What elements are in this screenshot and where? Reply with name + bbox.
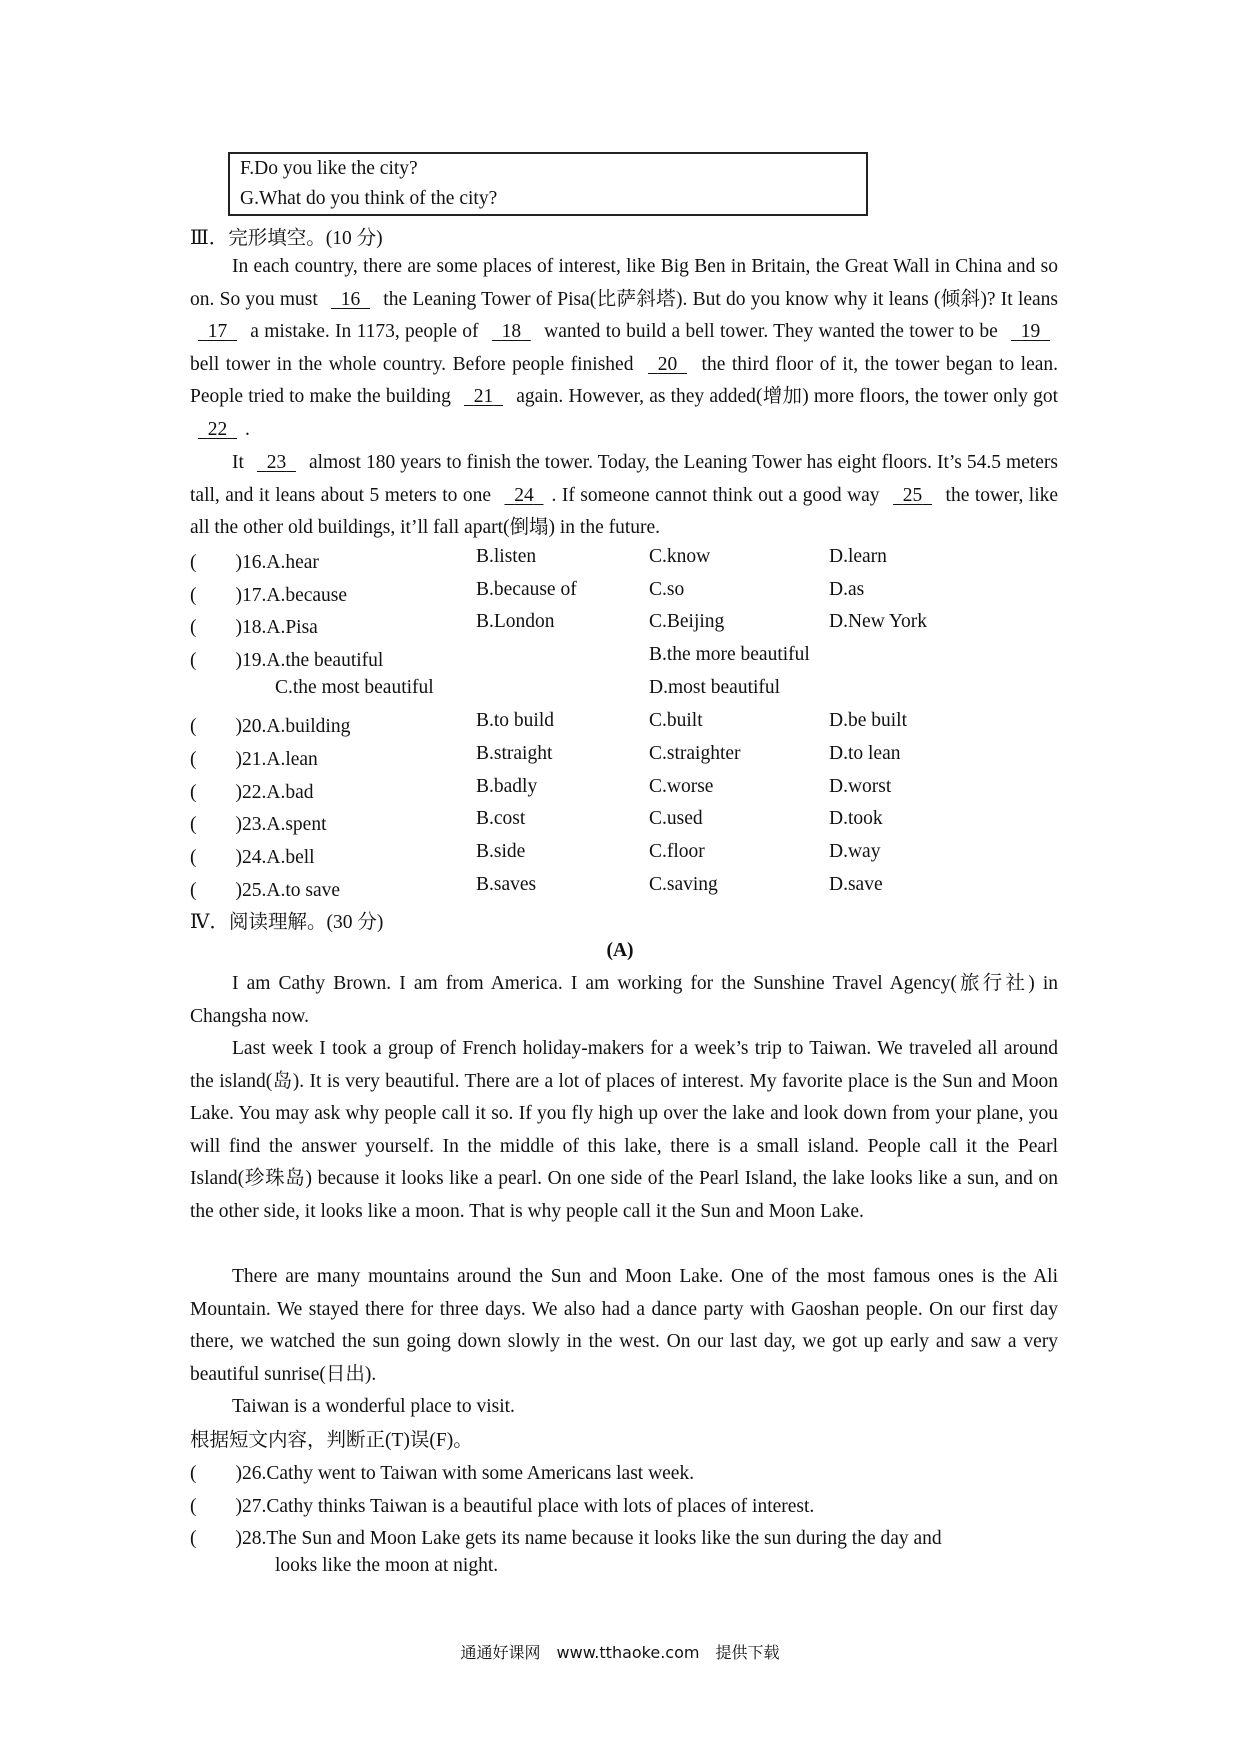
box-line-f: F.Do you like the city? xyxy=(240,158,418,179)
option-c: C.used xyxy=(649,808,703,829)
cloze-text: bell tower in the whole country. Before people finished xyxy=(190,353,634,375)
option-a: ( )22.A.bad xyxy=(190,782,314,803)
option-a: ( )23.A.spent xyxy=(190,814,327,835)
option-a: ( )20.A.building xyxy=(190,716,351,737)
option-b: B.badly xyxy=(476,776,538,797)
section-4-heading: Ⅳ．阅读理解。(30 分) xyxy=(190,912,384,933)
cloze-text: . xyxy=(245,418,250,440)
option-a: ( )19.A.the beautiful xyxy=(190,650,384,671)
option-d: D.be built xyxy=(829,710,907,731)
option-d: D.took xyxy=(829,808,883,829)
options-box xyxy=(228,152,868,216)
option-c: C.saving xyxy=(649,874,718,895)
option-c: C.Beijing xyxy=(649,611,725,632)
blank-24: 24 xyxy=(514,484,534,506)
passage-label: (A) xyxy=(606,940,634,961)
option-c: C.straighter xyxy=(649,743,741,764)
cloze-text: a mistake. In 1173, people of xyxy=(250,321,479,343)
option-c: C.the most beautiful xyxy=(275,677,434,698)
cloze-text: almost 180 years to finish the tower. Today, the Leaning Tower has eight floors. It’s 54.5 meters tall, and it leans about 5 meters to one xyxy=(190,452,1059,506)
reading-paragraph-3 xyxy=(190,1261,1058,1391)
cloze-text: . If someone cannot think out a good way xyxy=(551,484,880,506)
blank-18: 18 xyxy=(501,321,522,343)
reading-paragraph-2 xyxy=(190,1033,1058,1229)
cloze-text: In each country, there are some places of interest, like Big Ben in Britain, the Great Wall in China and so on. So you must xyxy=(190,256,1058,310)
option-c: C.worse xyxy=(649,776,714,797)
option-b: B.to build xyxy=(476,710,555,731)
blank-16: 16 xyxy=(340,288,361,310)
cloze-text: It xyxy=(232,452,244,473)
question-27: ( )27.Cathy thinks Taiwan is a beautiful place with lots of places of interest. xyxy=(190,1496,815,1517)
option-a: ( )21.A.lean xyxy=(190,749,318,770)
blank-23: 23 xyxy=(266,452,287,473)
option-b: B.cost xyxy=(476,808,526,829)
option-a: ( )24.A.bell xyxy=(190,847,315,868)
option-b: B.the more beautiful xyxy=(649,644,810,665)
blank-17: 17 xyxy=(207,321,228,343)
option-a: ( )16.A.hear xyxy=(190,552,319,573)
cloze-text: the Leaning Tower of Pisa(比萨斜塔). But do you know why it leans (倾斜)? It leans xyxy=(383,288,1059,310)
blank-19: 19 xyxy=(1020,321,1041,343)
cloze-paragraph-2 xyxy=(190,447,1058,545)
section-3-heading: Ⅲ．完形填空。(10 分) xyxy=(190,228,383,249)
blank-22: 22 xyxy=(207,418,228,440)
option-a: ( )25.A.to save xyxy=(190,880,341,901)
option-d: D.as xyxy=(829,579,865,600)
option-d: D.worst xyxy=(829,776,892,797)
option-b: B.saves xyxy=(476,874,537,895)
paragraph-text: Last week I took a group of French holiday-makers for a week’s trip to Taiwan. We traveled all around the island(岛). It is very beautiful. There are a lot of places of interest. My favorite place is the Sun and Moon Lake. You may ask why people call it so. If you fly high up over the lake and look down from your plane, you will find the answer yourself. In the middle of this lake, there is a small island. People call it the Pearl Island(珍珠岛) because it looks like a pearl. On one side of the Pearl Island, the lake looks like a sun, and on the other side, it looks like a moon. That is why people call it the Sun and Moon Lake. xyxy=(190,1038,1058,1222)
option-d: D.save xyxy=(829,874,883,895)
blank-25: 25 xyxy=(902,484,923,506)
cloze-text: again. However, as they added(增加) more floors, the tower only got xyxy=(516,386,1059,408)
option-b: B.because of xyxy=(476,579,577,600)
option-c: C.floor xyxy=(649,841,705,862)
reading-paragraph-4 xyxy=(190,1391,1058,1424)
option-d: D.to lean xyxy=(829,743,901,764)
option-b: B.listen xyxy=(476,546,537,567)
option-a: ( )18.A.Pisa xyxy=(190,617,318,638)
cloze-text: the tower, like all the other old buildings, it’ll fall apart(倒塌) in the future. xyxy=(190,484,1059,539)
question-28: ( )28.The Sun and Moon Lake gets its name because it looks like the sun during the day and xyxy=(190,1528,942,1549)
option-b: B.straight xyxy=(476,743,553,764)
option-d: D.way xyxy=(829,841,881,862)
question-26: ( )26.Cathy went to Taiwan with some Americans last week. xyxy=(190,1463,695,1484)
option-c: C.know xyxy=(649,546,711,567)
option-a: ( )17.A.because xyxy=(190,585,348,606)
option-d: D.learn xyxy=(829,546,887,567)
option-b: B.London xyxy=(476,611,555,632)
page-footer: 通通好课网 www.tthaoke.com 提供下载 xyxy=(460,1643,780,1662)
box-line-g: G.What do you think of the city? xyxy=(240,188,498,209)
cloze-paragraph-1 xyxy=(190,251,1058,447)
question-28-cont: looks like the moon at night. xyxy=(275,1555,499,1576)
option-c: C.so xyxy=(649,579,685,600)
option-b: B.side xyxy=(476,841,526,862)
blank-21: 21 xyxy=(473,386,494,408)
blank-20: 20 xyxy=(657,353,678,375)
option-c: C.built xyxy=(649,710,703,731)
reading-paragraph-1 xyxy=(190,968,1058,1033)
paragraph-text: Taiwan is a wonderful place to visit. xyxy=(232,1396,515,1417)
option-d: D.most beautiful xyxy=(649,677,781,698)
paragraph-text: There are many mountains around the Sun and Moon Lake. One of the most famous ones is the Ali Mountain. We stayed there for three days. We also had a dance party with Gaoshan people. On our first day there, we watched the sun going down slowly in the west. On our last day, we got up early and saw a very beautiful sunrise(日出). xyxy=(190,1266,1058,1385)
paragraph-text: I am Cathy Brown. I am from America. I am working for the Sunshine Travel Agency(旅行社) in Changsha now. xyxy=(190,973,1058,1027)
cloze-text: wanted to build a bell tower. They wanted the tower to be xyxy=(544,321,998,343)
instruction-text: 根据短文内容，判断正(T)误(F)。 xyxy=(190,1430,473,1451)
option-d: D.New York xyxy=(829,611,928,632)
cloze-text: the third floor of it, the tower began to lean. People tried to make the building xyxy=(190,353,1059,408)
